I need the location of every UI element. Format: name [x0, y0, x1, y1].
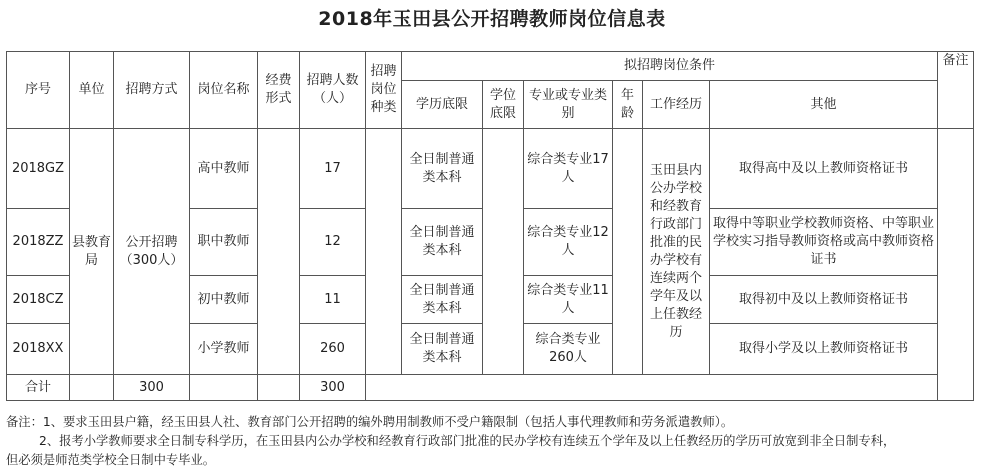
total-label: 合计: [7, 375, 70, 401]
count-cell: 12: [300, 209, 366, 276]
major-cell: 综合类专业17人: [524, 129, 613, 209]
work-experience-cell: 玉田县内公办学校和经教育行政部门批准的民办学校有连续两个学年及以上任教经历: [643, 129, 710, 375]
header-work: 工作经历: [643, 81, 710, 129]
edu-cell: 全日制普通类本科: [402, 129, 483, 209]
method-cell: 公开招聘（300人）: [114, 129, 190, 375]
header-funding: 经费形式: [258, 52, 300, 129]
major-cell: 综合类专业260人: [524, 324, 613, 375]
edu-cell: 全日制普通类本科: [402, 276, 483, 324]
header-kind: 招聘岗位种类: [366, 52, 402, 129]
header-other: 其他: [710, 81, 938, 129]
header-edu: 学历底限: [402, 81, 483, 129]
total-rest-cell: [366, 375, 938, 401]
unit-cell: 县教育局: [70, 129, 114, 375]
other-cell: 取得高中及以上教师资格证书: [710, 129, 938, 209]
table-row: [7, 129, 974, 209]
header-degree: 学位底限: [483, 81, 524, 129]
other-cell: 取得中等职业学校教师资格、中等职业学校实习指导教师资格或高中教师资格证书: [710, 209, 938, 276]
other-cell: 取得初中及以上教师资格证书: [710, 276, 938, 324]
total-row: [7, 375, 974, 401]
kind-cell: [366, 129, 402, 375]
header-row: [7, 52, 974, 81]
post-cell: 初中教师: [190, 276, 258, 324]
note-1: 备注：1、要求玉田县户籍，经玉田县人社、教育部门公开招聘的编外聘用制教师不受户籍限制（包括人事代理教师和劳务派遣教师）。: [6, 415, 734, 429]
funding-cell: [258, 129, 300, 375]
total-unit-cell: [70, 375, 114, 401]
remark-cell: [938, 129, 974, 401]
header-conditions: 拟招聘岗位条件: [402, 52, 938, 81]
major-cell: 综合类专业11人: [524, 276, 613, 324]
seq-cell: 2018ZZ: [7, 209, 70, 276]
major-cell: 综合类专业12人: [524, 209, 613, 276]
post-cell: 高中教师: [190, 129, 258, 209]
seq-cell: 2018GZ: [7, 129, 70, 209]
count-cell: 17: [300, 129, 366, 209]
page-title: 2018年玉田县公开招聘教师岗位信息表: [318, 8, 666, 30]
header-age: 年龄: [613, 81, 643, 129]
total-post-cell: [190, 375, 258, 401]
header-method: 招聘方式: [114, 52, 190, 129]
age-cell: [613, 129, 643, 375]
edu-cell: 全日制普通类本科: [402, 209, 483, 276]
note-3: 但必须是师范类学校全日制中专毕业。: [6, 453, 216, 467]
other-cell: 取得小学及以上教师资格证书: [710, 324, 938, 375]
total-funding-cell: [258, 375, 300, 401]
header-seq: 序号: [7, 52, 70, 129]
count-cell: 11: [300, 276, 366, 324]
header-post: 岗位名称: [190, 52, 258, 129]
header-unit: 单位: [70, 52, 114, 129]
header-major: 专业或专业类别: [524, 81, 613, 129]
recruitment-table: [6, 51, 974, 401]
count-cell: 260: [300, 324, 366, 375]
post-cell: 小学教师: [190, 324, 258, 375]
footnotes: [6, 413, 981, 470]
total-count: 300: [300, 375, 366, 401]
seq-cell: 2018XX: [7, 324, 70, 375]
edu-cell: 全日制普通类本科: [402, 324, 483, 375]
note-2: 2、报考小学教师要求全日制专科学历，在玉田县内公办学校和经教育行政部门批准的民办学校有连续五个学年及以上任教经历的学历可放宽到非全日制专科，: [39, 434, 896, 448]
seq-cell: 2018CZ: [7, 276, 70, 324]
header-count: 招聘人数（人）: [300, 52, 366, 129]
degree-cell: [483, 129, 524, 375]
post-cell: 职中教师: [190, 209, 258, 276]
header-remark: 备注: [938, 52, 974, 129]
total-method: 300: [114, 375, 190, 401]
